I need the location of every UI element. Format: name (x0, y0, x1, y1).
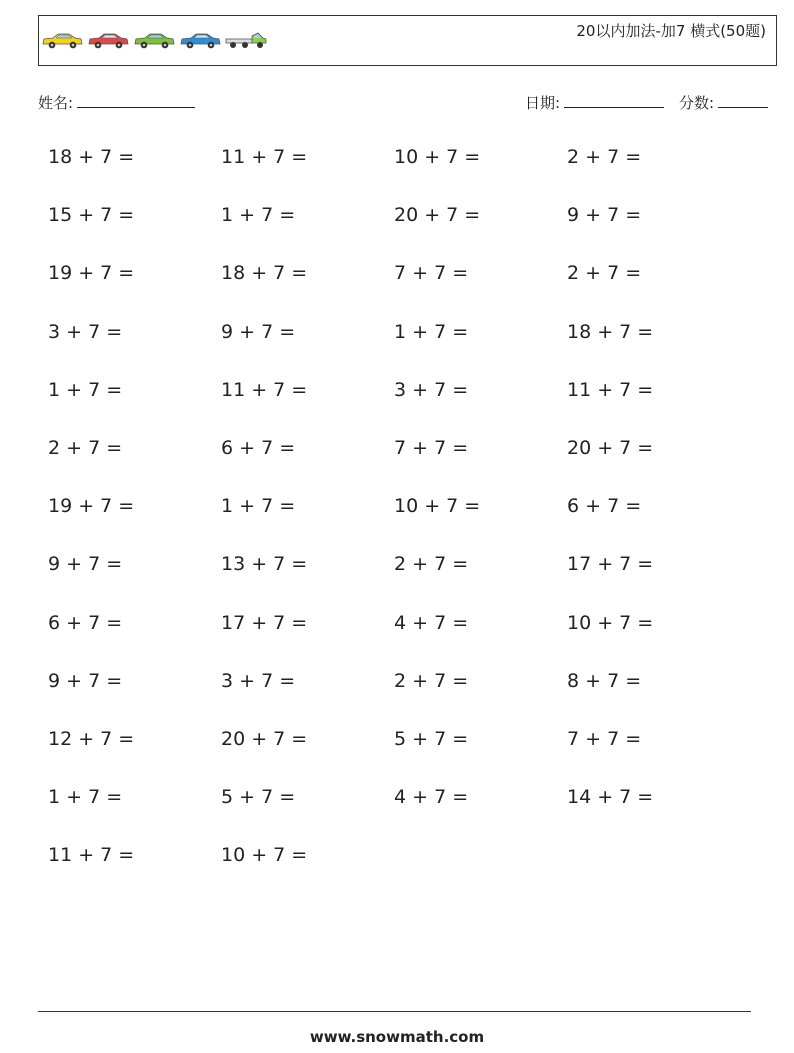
name-field (38, 92, 195, 113)
problem-row (48, 262, 748, 320)
name-line[interactable] (77, 93, 195, 108)
problem-row (48, 612, 748, 670)
problem: 10 + 7 = (567, 611, 654, 634)
footer-url: www.snowmath.com (309, 1028, 485, 1046)
name-label: 姓名: (38, 94, 74, 112)
date-line[interactable] (564, 93, 664, 108)
date-label: 日期: (525, 94, 561, 112)
problem: 2 + 7 = (567, 146, 642, 168)
header-box (38, 15, 777, 66)
problem: 17 + 7 = (221, 611, 308, 634)
problem-row (48, 379, 748, 437)
problem-row (48, 321, 748, 379)
problem: 4 + 7 = (394, 786, 469, 809)
problem: 3 + 7 = (394, 378, 469, 401)
problem: 13 + 7 = (221, 553, 308, 576)
problem: 10 + 7 = (221, 844, 308, 867)
car-icons (41, 30, 267, 50)
score-line[interactable] (718, 93, 768, 108)
tow-truck-icon (225, 30, 267, 50)
problem-row (48, 204, 748, 262)
problem: 3 + 7 = (221, 669, 296, 692)
problem: 11 + 7 = (567, 378, 654, 401)
problem: 8 + 7 = (567, 669, 642, 692)
problem-grid (48, 146, 748, 902)
problem: 1 + 7 = (221, 204, 296, 227)
problem-row (48, 553, 748, 611)
problem-row (48, 670, 748, 728)
problem: 18 + 7 = (567, 320, 654, 343)
problem: 9 + 7 = (48, 553, 123, 576)
problem: 11 + 7 = (221, 378, 308, 401)
red-car-icon (87, 30, 129, 50)
problem: 11 + 7 = (48, 844, 135, 867)
problem: 6 + 7 = (221, 436, 296, 459)
footer-divider (38, 1011, 751, 1012)
problem: 12 + 7 = (48, 727, 135, 750)
problem: 2 + 7 = (394, 553, 469, 576)
date-field (525, 92, 664, 113)
problem: 14 + 7 = (567, 786, 654, 809)
problem: 5 + 7 = (394, 727, 469, 750)
problem: 7 + 7 = (567, 727, 642, 750)
problem: 17 + 7 = (567, 553, 654, 576)
problem: 6 + 7 = (48, 611, 123, 634)
problem: 2 + 7 = (394, 669, 469, 692)
problem: 4 + 7 = (394, 611, 469, 634)
problem: 19 + 7 = (48, 262, 135, 285)
yellow-car-icon (41, 30, 83, 50)
problem: 20 + 7 = (221, 727, 308, 750)
problem: 7 + 7 = (394, 436, 469, 459)
problem: 9 + 7 = (567, 204, 642, 227)
score-field (679, 92, 768, 113)
problem-row (48, 437, 748, 495)
score-label: 分数: (679, 94, 715, 112)
blue-car-icon (179, 30, 221, 50)
problem: 1 + 7 = (221, 495, 296, 518)
problem: 1 + 7 = (394, 320, 469, 343)
problem: 1 + 7 = (48, 378, 123, 401)
problem: 1 + 7 = (48, 786, 123, 809)
problem: 6 + 7 = (567, 495, 642, 518)
problem: 18 + 7 = (221, 262, 308, 285)
problem: 9 + 7 = (221, 320, 296, 343)
problem: 20 + 7 = (567, 436, 654, 459)
problem-row (48, 146, 748, 204)
problem-row (48, 728, 748, 786)
problem: 7 + 7 = (394, 262, 469, 285)
problem: 15 + 7 = (48, 204, 135, 227)
problem: 18 + 7 = (48, 146, 135, 168)
problem: 2 + 7 = (48, 436, 123, 459)
worksheet-title: 20以内加法-加7 横式(50题) (576, 22, 766, 40)
problem-row (48, 844, 748, 902)
problem: 20 + 7 = (394, 204, 481, 227)
problem: 3 + 7 = (48, 320, 123, 343)
problem: 2 + 7 = (567, 262, 642, 285)
green-car-icon (133, 30, 175, 50)
problem: 5 + 7 = (221, 786, 296, 809)
problem: 11 + 7 = (221, 146, 308, 168)
problem-row (48, 786, 748, 844)
problem: 9 + 7 = (48, 669, 123, 692)
problem-row (48, 495, 748, 553)
problem: 10 + 7 = (394, 146, 481, 168)
problem: 10 + 7 = (394, 495, 481, 518)
problem: 19 + 7 = (48, 495, 135, 518)
